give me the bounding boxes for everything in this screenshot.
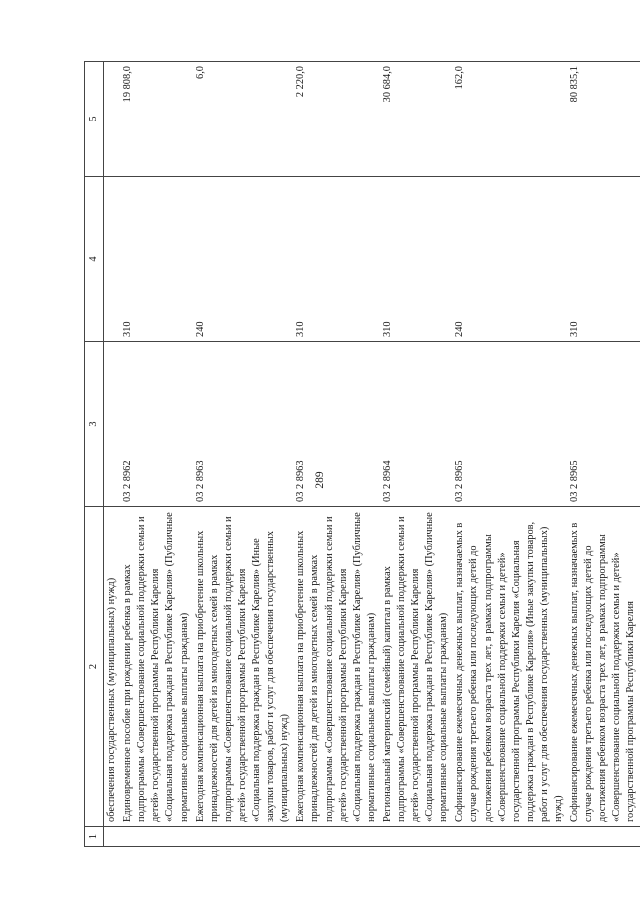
cell-code: 03 2 8963 — [293, 342, 380, 507]
table-row — [452, 62, 567, 847]
cell-amount: 162,0 — [452, 62, 567, 177]
table-row — [380, 62, 452, 847]
budget-table — [84, 61, 640, 847]
table-row — [104, 62, 121, 847]
cell-col-1 — [293, 827, 380, 847]
cell-description: Софинансирование ежемесячных денежных выплат, назначаемых в случае рождения третьего ребенка или последующих детей до достижения ребенком возраста трех лет, в рамках подпрограммы «Совершенствование социальной поддержки семьи и детей» государственной программы Республики Карелия «Социальная поддержка граждан в Республике Карелия» (Иные закупки товаров, работ и услуг для обеспечения государственных (муниципальных) нужд) — [452, 507, 567, 827]
cell-description: Ежегодная компенсационная выплата на приобретение школьных принадлежностей для детей из многодетных семей в рамках подпрограммы «Совершенствование социальной поддержки семьи и детей» государственной программы Республики Карелия «Социальная поддержка граждан в Республике Карелия» (Публичные нормативные социальные выплаты гражданам) — [293, 507, 380, 827]
cell-code: 03 2 8965 — [452, 342, 567, 507]
header-col-3: 3 — [85, 342, 104, 507]
cell-description: Ежегодная компенсационная выплата на приобретение школьных принадлежностей для детей из многодетных семей в рамках подпрограммы «Совершенствование социальной поддержки семьи и детей» государственной программы Республики Карелия «Социальная поддержка граждан в Республике Карелия» (Иные закупки товаров, работ и услуг для обеспечения государственных (муниципальных) нужд) — [193, 507, 294, 827]
cell-code — [104, 342, 121, 507]
cell-expense-type: 240 — [452, 177, 567, 342]
cell-expense-type: 310 — [380, 177, 452, 342]
cell-amount: 80 835,1 — [567, 62, 640, 177]
table-header-row — [85, 62, 104, 847]
cell-amount: 2 220,0 — [293, 62, 380, 177]
cell-code: 03 2 8963 — [193, 342, 294, 507]
cell-col-1 — [452, 827, 567, 847]
header-col-2: 2 — [85, 507, 104, 827]
cell-expense-type: 240 — [193, 177, 294, 342]
cell-expense-type: 310 — [293, 177, 380, 342]
cell-col-1 — [120, 827, 192, 847]
header-col-4: 4 — [85, 177, 104, 342]
header-col-1: 1 — [85, 827, 104, 847]
header-col-5: 5 — [85, 62, 104, 177]
cell-col-1 — [567, 827, 640, 847]
table-row — [567, 62, 640, 847]
table-row — [193, 62, 294, 847]
cell-description: Софинансирование ежемесячных денежных выплат, назначаемых в случае рождения третьего ребенка или последующих детей до достижения ребенком возраста трех лет, в рамках подпрограммы «Совершенствование социальной поддержки семьи и детей» государственной программы Республики Карелия — [567, 507, 640, 827]
cell-description: Единовременное пособие при рождении ребенка в рамках подпрограммы «Совершенствование социальной поддержки семьи и детей» государственной программы Республики Карелия «Социальная поддержка граждан в Республике Карелия» (Публичные нормативные социальные выплаты гражданам) — [120, 507, 192, 827]
cell-amount: 6,0 — [193, 62, 294, 177]
table-row — [293, 62, 380, 847]
cell-amount — [104, 62, 121, 177]
table-row — [120, 62, 192, 847]
cell-col-1 — [193, 827, 294, 847]
cell-amount: 30 684,0 — [380, 62, 452, 177]
cell-amount: 19 808,0 — [120, 62, 192, 177]
cell-col-1 — [380, 827, 452, 847]
cell-col-1 — [104, 827, 121, 847]
cell-expense-type: 310 — [567, 177, 640, 342]
rotated-table-container — [84, 62, 637, 847]
cell-description: обеспечения государственных (муниципальных) нужд) — [104, 507, 121, 827]
cell-code: 03 2 8965 — [567, 342, 640, 507]
cell-expense-type — [104, 177, 121, 342]
cell-code: 03 2 8962 — [120, 342, 192, 507]
page-number: 289 — [314, 471, 326, 489]
cell-code: 03 2 8964 — [380, 342, 452, 507]
cell-description: Региональный материнский (семейный) капитал в рамках подпрограммы «Совершенствование социальной поддержки семьи и детей» государственной программы Республики Карелия «Социальная поддержка граждан в Республике Карелия» (Публичные нормативные социальные выплаты гражданам) — [380, 507, 452, 827]
cell-expense-type: 310 — [120, 177, 192, 342]
